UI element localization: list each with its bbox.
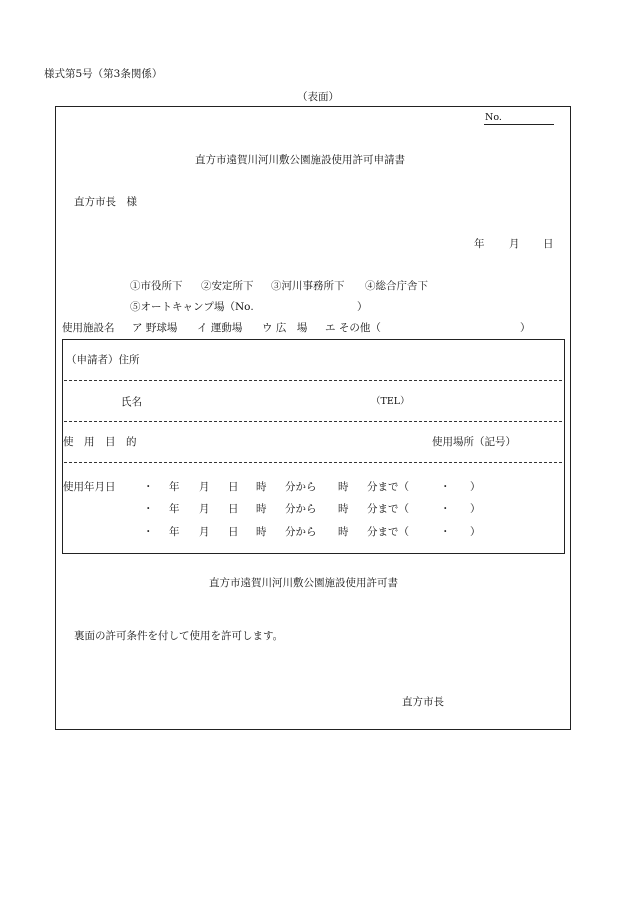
schedule-hour: 時 bbox=[256, 503, 267, 515]
schedule-close: ） bbox=[470, 481, 481, 493]
divider bbox=[64, 421, 562, 422]
schedule-dot: ・ bbox=[440, 503, 451, 515]
location-option: ④総合庁舎下 bbox=[365, 280, 428, 292]
application-title: 直方市遠賀川河川敷公園施設使用許可申請書 bbox=[195, 154, 405, 166]
schedule-day: 日 bbox=[228, 526, 239, 538]
applicant-name-label: 氏名 bbox=[121, 396, 142, 408]
schedule-from: 分から bbox=[285, 503, 317, 515]
number-label: No. bbox=[485, 112, 502, 123]
signatory: 直方市長 bbox=[402, 696, 444, 708]
location-option: ①市役所下 bbox=[130, 280, 183, 292]
schedule-from: 分から bbox=[285, 481, 317, 493]
location-option-campsite: ⑤オートキャンプ場（No. bbox=[130, 301, 254, 313]
location-campsite-close: ） bbox=[357, 301, 368, 313]
schedule-dot: ・ bbox=[440, 481, 451, 493]
purpose-label: 使 用 目 的 bbox=[63, 436, 137, 448]
permit-title: 直方市遠賀川河川敷公園施設使用許可書 bbox=[209, 577, 398, 589]
schedule-from: 分から bbox=[285, 526, 317, 538]
date-year: 年 bbox=[474, 238, 485, 250]
schedule-dot: ・ bbox=[440, 526, 451, 538]
schedule-month: 月 bbox=[199, 503, 210, 515]
schedule-until: 分まで（ bbox=[367, 481, 409, 493]
schedule-close: ） bbox=[470, 526, 481, 538]
schedule-year: 年 bbox=[169, 526, 180, 538]
schedule-hour: 時 bbox=[338, 503, 349, 515]
place-label: 使用場所（記号） bbox=[432, 436, 516, 448]
schedule-dot: ・ bbox=[143, 526, 154, 538]
schedule-until: 分まで（ bbox=[367, 526, 409, 538]
side-label: （表面） bbox=[297, 91, 339, 103]
schedule-month: 月 bbox=[199, 526, 210, 538]
schedule-close: ） bbox=[470, 503, 481, 515]
facility-option: エ その他（ bbox=[325, 322, 381, 334]
divider bbox=[64, 462, 562, 463]
schedule-dot: ・ bbox=[143, 503, 154, 515]
schedule-day: 日 bbox=[228, 503, 239, 515]
addressee: 直方市長 様 bbox=[74, 196, 137, 208]
schedule-hour: 時 bbox=[338, 481, 349, 493]
location-option: ②安定所下 bbox=[201, 280, 254, 292]
location-option: ③河川事務所下 bbox=[271, 280, 345, 292]
facility-label: 使用施設名 bbox=[62, 322, 115, 334]
facility-option: ウ 広 場 bbox=[262, 322, 308, 334]
schedule-hour: 時 bbox=[256, 526, 267, 538]
schedule-year: 年 bbox=[169, 481, 180, 493]
schedule-dot: ・ bbox=[143, 481, 154, 493]
number-underline bbox=[484, 124, 554, 125]
form-number-label: 様式第5号（第3条関係） bbox=[44, 68, 163, 80]
schedule-year: 年 bbox=[169, 503, 180, 515]
divider bbox=[64, 380, 562, 381]
date-month: 月 bbox=[509, 238, 520, 250]
date-day: 日 bbox=[543, 238, 554, 250]
schedule-hour: 時 bbox=[338, 526, 349, 538]
schedule-month: 月 bbox=[199, 481, 210, 493]
facility-option: イ 運動場 bbox=[197, 322, 243, 334]
facility-close: ） bbox=[520, 322, 531, 334]
schedule-hour: 時 bbox=[256, 481, 267, 493]
schedule-label: 使用年月日 bbox=[63, 481, 116, 493]
schedule-until: 分まで（ bbox=[367, 503, 409, 515]
permit-text: 裏面の許可条件を付して使用を許可します。 bbox=[74, 630, 284, 642]
applicant-tel-label: （TEL） bbox=[371, 396, 410, 407]
facility-option: ア 野球場 bbox=[132, 322, 178, 334]
applicant-address-label: （申請者）住所 bbox=[66, 354, 140, 366]
schedule-day: 日 bbox=[228, 481, 239, 493]
